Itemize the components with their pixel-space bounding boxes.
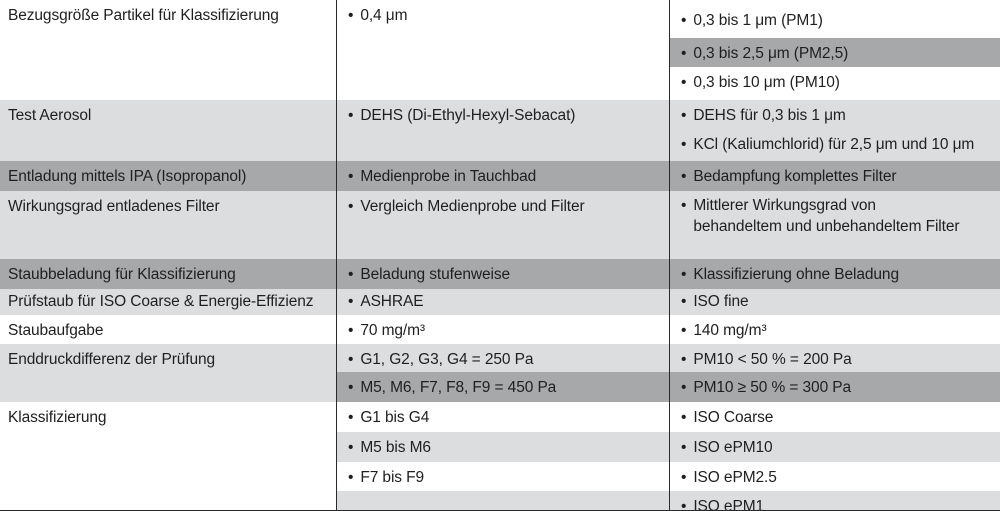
row-label-classification: Klassifizierung: [0, 402, 336, 491]
final-pressure-mf: • M5, M6, F7, F8, F9 = 450 Pa: [336, 372, 669, 402]
test-aerosol-col2: [336, 100, 669, 161]
bullet-icon: •: [681, 197, 687, 214]
dust-feed-col3: • 140 mg/m³: [669, 315, 1000, 344]
discharge-col3: • Bedampfung komplettes Filter: [669, 161, 1000, 191]
efficiency-col3: [669, 191, 1000, 259]
particle-size-pm1: • 0,3 bis 1 μm (PM1): [669, 0, 1000, 38]
classification-iso-epm25: • ISO ePM2.5: [669, 462, 1000, 491]
classification-iso-coarse: • ISO Coarse: [669, 402, 1000, 432]
final-pressure-pm10-low: • PM10 < 50 % = 200 Pa: [669, 344, 1000, 372]
efficiency-col2: [336, 191, 669, 259]
row-label-particle-size: Bezugsgröße Partikel für Klassifizierung: [0, 0, 336, 100]
classification-g: • G1 bis G4: [336, 402, 669, 432]
classification-m: • M5 bis M6: [336, 432, 669, 462]
efficiency-col3-text: Mittlerer Wirkungsgrad von behandeltem und unbehandeltem Filter: [693, 197, 960, 235]
dust-loading-col2: • Beladung stufenweise: [336, 259, 669, 289]
row-label-dust-loading: Staubbeladung für Klassifizierung: [0, 259, 336, 289]
efficiency-col2-text: • Vergleich Medienprobe und Filter: [348, 198, 585, 215]
discharge-col2: • Medienprobe in Tauchbad: [336, 161, 669, 191]
row-label-efficiency: Wirkungsgrad entladenes Filter: [0, 191, 336, 259]
particle-size-pm10: • 0,3 bis 10 μm (PM10): [669, 67, 1000, 100]
test-aerosol-kcl: • KCl (Kaliumchlorid) für 2,5 μm und 10 μm: [669, 129, 1000, 161]
particle-size-col2: [336, 0, 669, 100]
particle-size-pm25: • 0,3 bis 2,5 μm (PM2,5): [669, 38, 1000, 67]
test-dust-col2: • ASHRAE: [336, 289, 669, 315]
final-pressure-pm10-high: • PM10 ≥ 50 % = 300 Pa: [669, 372, 1000, 402]
classification-col2-empty: [336, 491, 669, 510]
test-dust-col3: • ISO fine: [669, 289, 1000, 315]
particle-size-col2-text: • 0,4 μm: [348, 7, 407, 24]
classification-iso-epm1: • ISO ePM1: [669, 491, 1000, 510]
row-label-test-dust: Prüfstaub für ISO Coarse & Energie-Effizienz: [0, 289, 336, 315]
final-pressure-g: • G1, G2, G3, G4 = 250 Pa: [336, 344, 669, 372]
test-aerosol-dehs: • DEHS für 0,3 bis 1 μm: [669, 100, 1000, 129]
dust-loading-col3: • Klassifizierung ohne Beladung: [669, 259, 1000, 289]
row-label-test-aerosol: Test Aerosol: [0, 100, 336, 161]
row-label-final-pressure: Enddruckdifferenz der Prüfung: [0, 344, 336, 402]
row-label-dust-feed: Staubaufgabe: [0, 315, 336, 344]
classification-f: • F7 bis F9: [336, 462, 669, 491]
classification-iso-epm10: • ISO ePM10: [669, 432, 1000, 462]
test-aerosol-col2-text: • DEHS (Di-Ethyl-Hexyl-Sebacat): [348, 107, 575, 124]
dust-feed-col2: • 70 mg/m³: [336, 315, 669, 344]
row-label-discharge: Entladung mittels IPA (Isopropanol): [0, 161, 336, 191]
